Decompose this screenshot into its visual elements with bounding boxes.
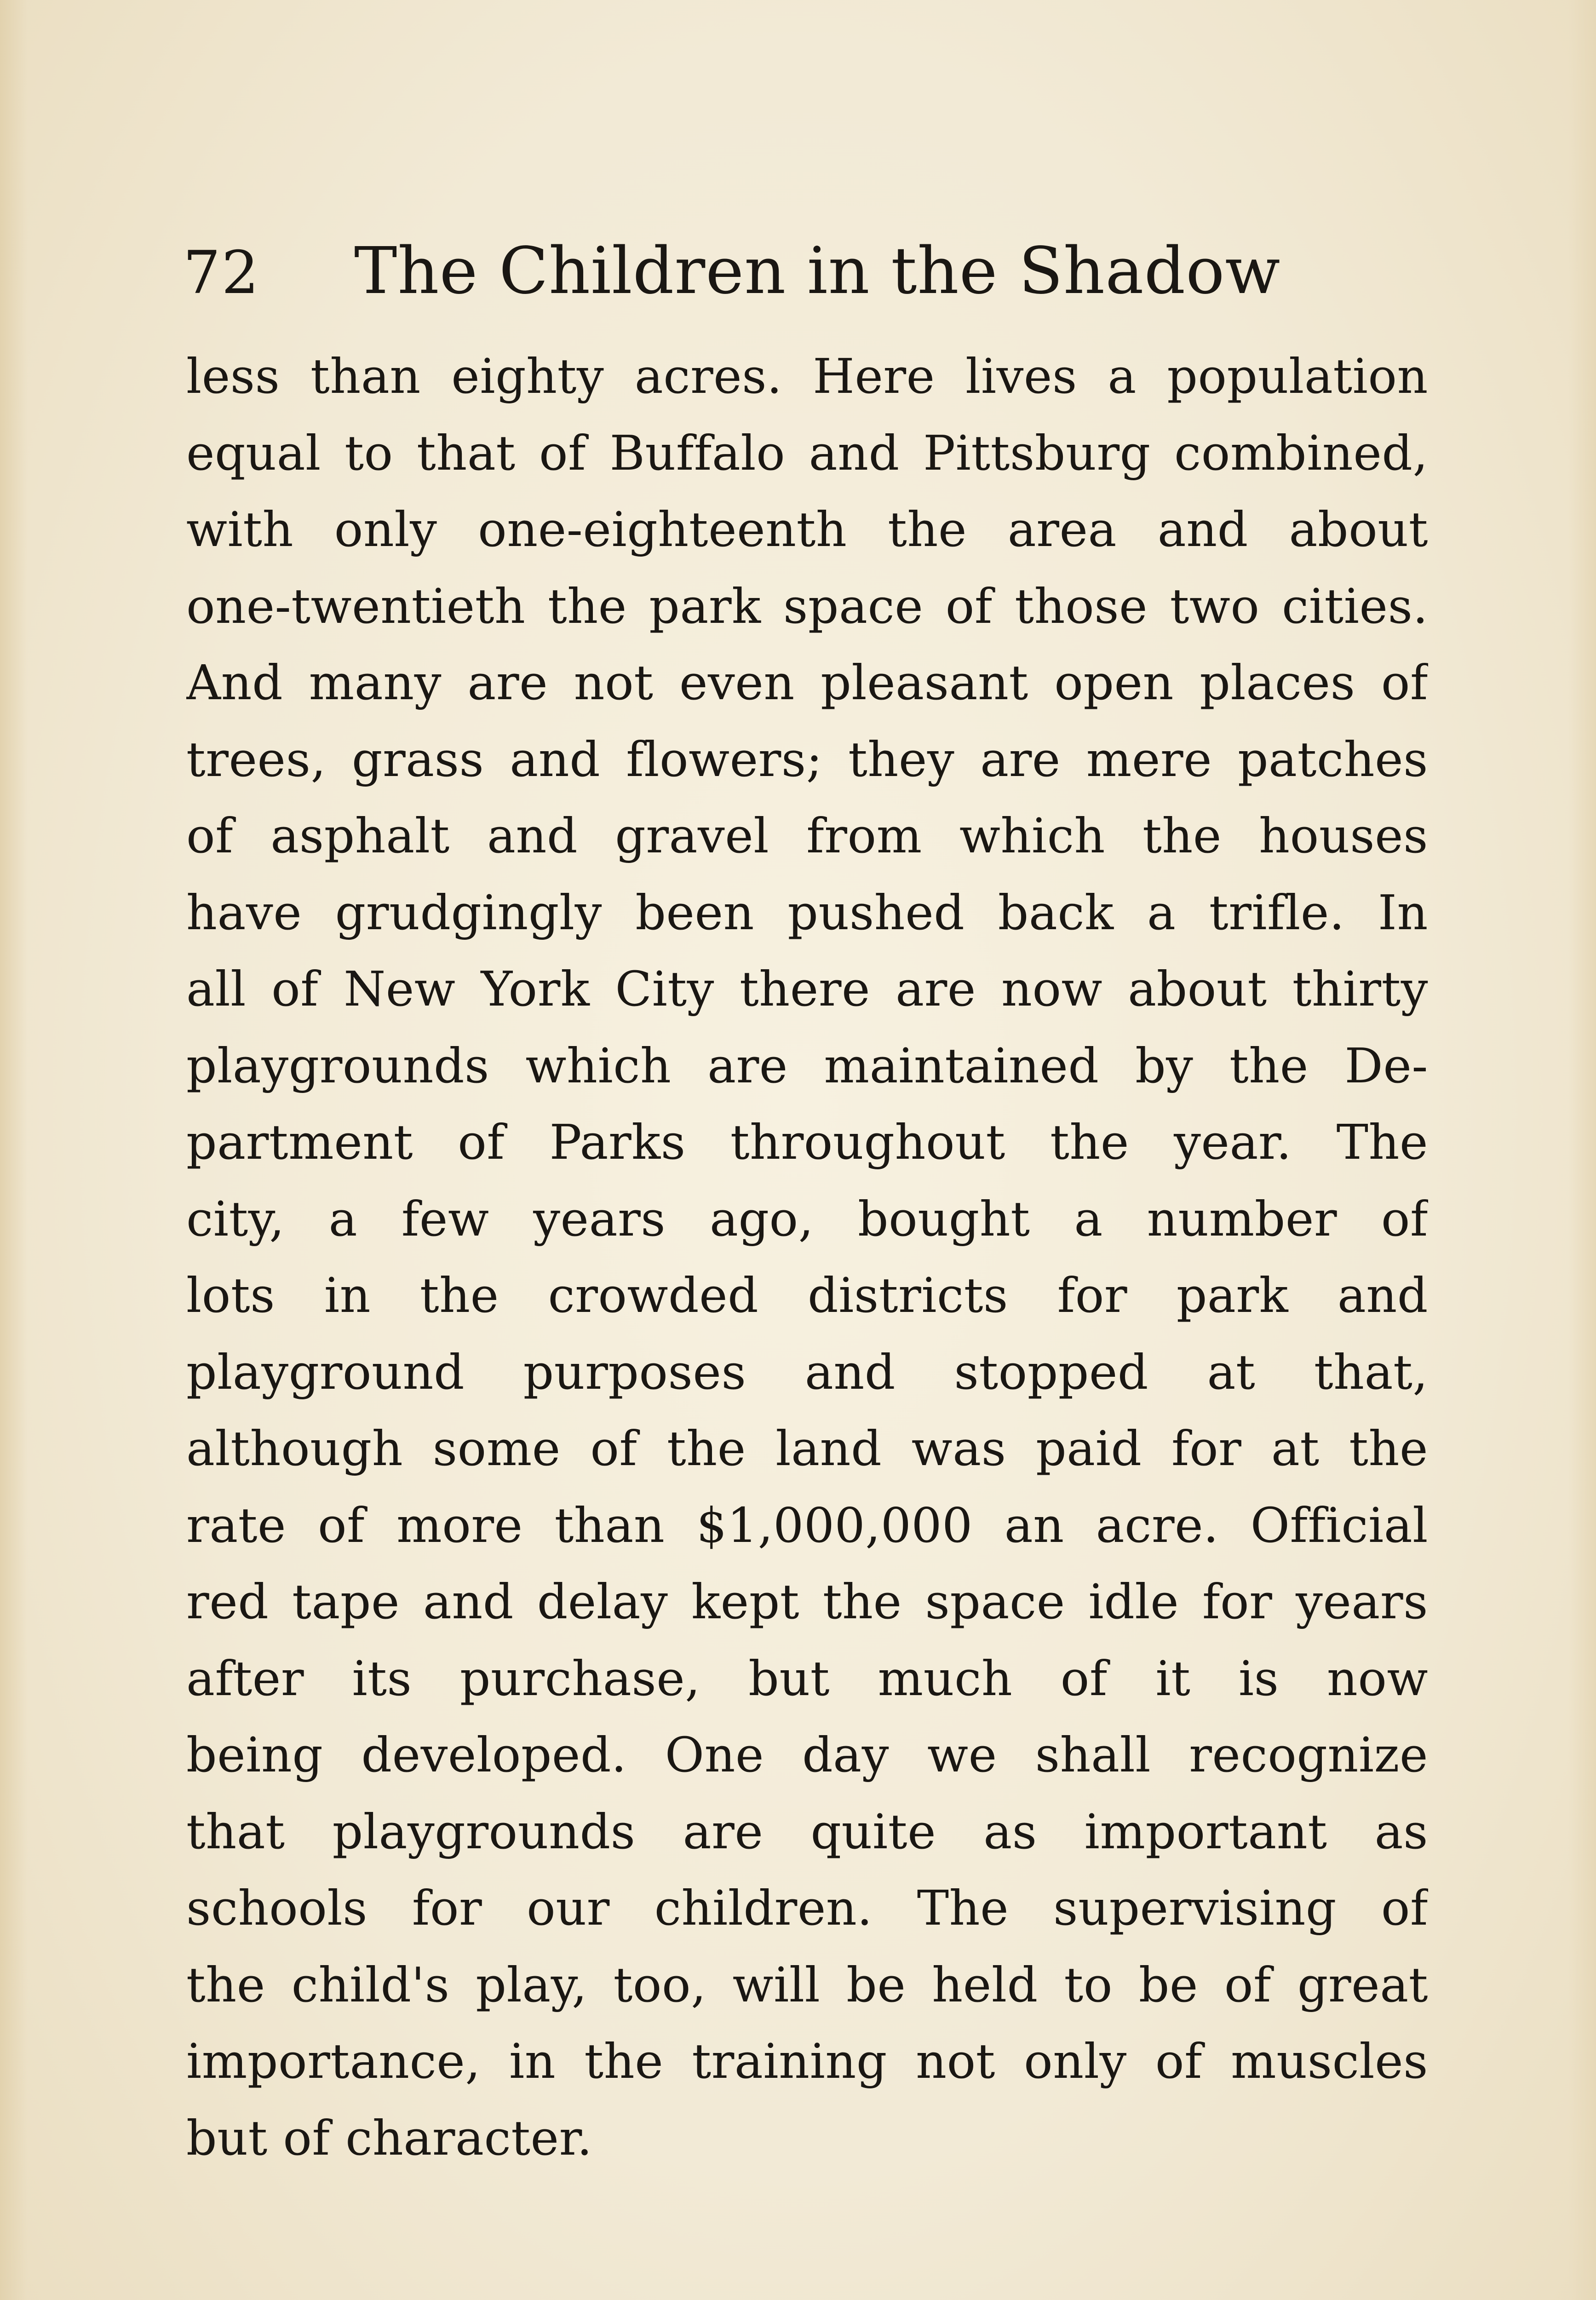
text-line: have grudgingly been pushed back a trifle. In — [186, 884, 1428, 941]
text-line: equal to that of Buffalo and Pittsburg combined, — [186, 425, 1428, 481]
text-line: importance, in the training not only of muscles — [186, 2033, 1428, 2089]
text-line: that playgrounds are quite as important as — [186, 1803, 1428, 1860]
text-line: trees, grass and flowers; they are mere patches — [186, 731, 1428, 788]
text-line: being developed. One day we shall recognize — [186, 1727, 1428, 1783]
text-line: of asphalt and gravel from which the houses — [186, 808, 1428, 864]
text-line: one-twentieth the park space of those two cities. — [186, 578, 1428, 634]
text-line: And many are not even pleasant open places of — [186, 655, 1428, 711]
body-text — [186, 338, 1428, 2176]
page-edge-left — [0, 0, 28, 2300]
page-edge-right — [1568, 0, 1596, 2300]
text-line: with only one-eighteenth the area and about — [186, 501, 1428, 558]
text-line: schools for our children. The supervising of — [186, 1880, 1428, 1936]
text-line: less than eighty acres. Here lives a population — [186, 348, 1428, 404]
text-line: although some of the land was paid for at the — [186, 1420, 1428, 1477]
text-line: city, a few years ago, bought a number of — [186, 1190, 1428, 1247]
text-line: rate of more than $1,000,000 an acre. Official — [186, 1497, 1428, 1553]
text-line: playground purposes and stopped at that, — [186, 1344, 1428, 1400]
text-line: playgrounds which are maintained by the De- — [186, 1037, 1428, 1094]
text-line: after its purchase, but much of it is now — [186, 1650, 1428, 1707]
text-line: but of character. — [186, 2110, 592, 2166]
text-line: red tape and delay kept the space idle for years — [186, 1574, 1428, 1630]
text-line: lots in the crowded districts for park and — [186, 1267, 1428, 1323]
text-line: partment of Parks throughout the year. The — [186, 1114, 1428, 1170]
page-number: 72 — [183, 239, 260, 307]
running-title: The Children in the Shadow — [354, 234, 1281, 309]
text-line: all of New York City there are now about thirty — [186, 961, 1428, 1017]
page-header — [183, 234, 1425, 313]
text-line: the child's play, too, will be held to be of great — [186, 1956, 1428, 2013]
